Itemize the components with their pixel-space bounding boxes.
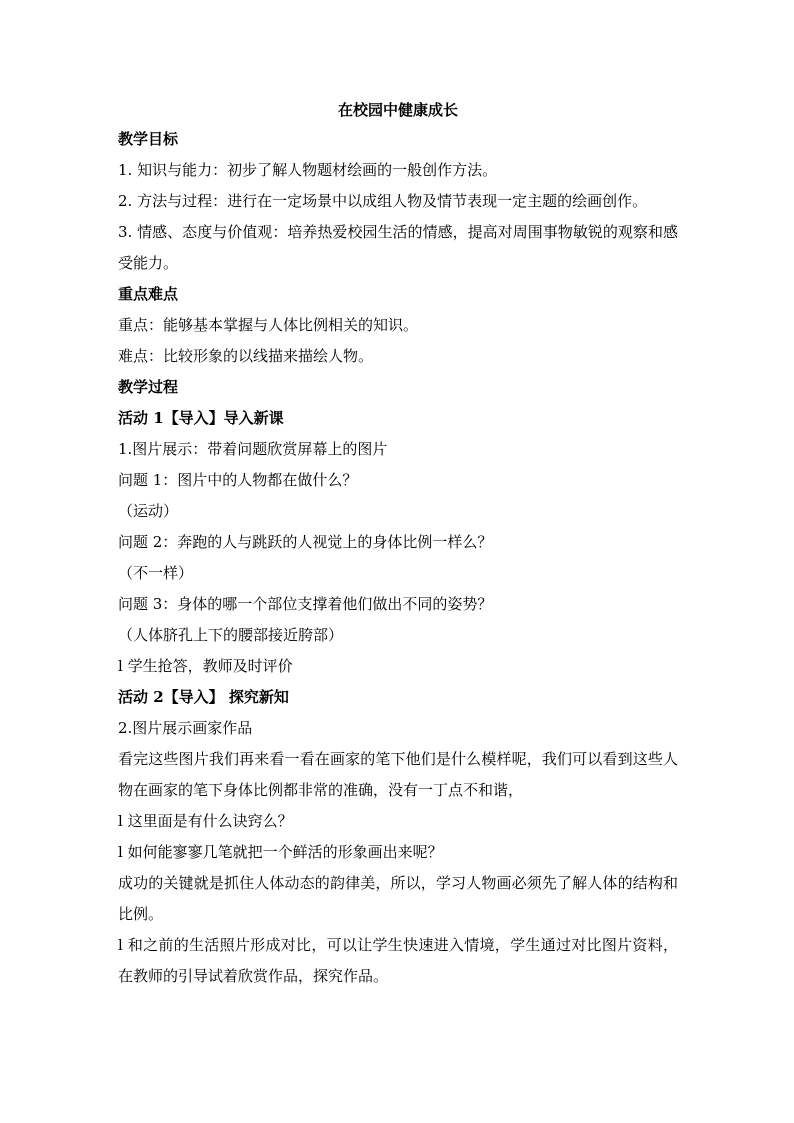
paragraph-line: 问题 3：身体的哪一个部位支撑着他们做出不同的姿势？: [118, 595, 493, 613]
document-title: 在校园中健康成长: [337, 101, 458, 119]
paragraph-line: （人体脐孔上下的腰部接近胯部）: [118, 626, 344, 644]
paragraph-line: 难点：比较形象的以线描来描绘人物。: [118, 347, 374, 365]
document-body: [118, 124, 678, 992]
paragraph-line: 1. 知识与能力：初步了解人物题材绘画的一般创作方法。: [118, 161, 498, 179]
paragraph-line: 2. 方法与过程：进行在一定场景中以成组人物及情节表现一定主题的绘画创作。: [118, 192, 648, 210]
paragraph-line: l 和之前的生活照片形成对比，可以让学生快速进入情境，学生通过对比图片资料，在教师的引导试着欣赏作品，探究作品。: [118, 936, 678, 985]
paragraph-line: 成功的关键就是抓住人体动态的韵律美，所以，学习人物画必须先了解人体的结构和比例。: [118, 874, 678, 923]
paragraph-line: 看完这些图片我们再来看一看在画家的笔下他们是什么模样呢，我们可以看到这些人物在画家的笔下身体比例都非常的准确，没有一丁点不和谐，: [118, 750, 678, 799]
paragraph-line: （不一样）: [118, 564, 194, 582]
section-heading: 教学过程: [118, 378, 179, 396]
paragraph-line: 问题 1：图片中的人物都在做什么？: [118, 471, 358, 489]
section-heading: 活动 1【导入】导入新课: [118, 409, 284, 427]
section-heading: 教学目标: [118, 130, 179, 148]
paragraph-line: 重点：能够基本掌握与人体比例相关的知识。: [118, 316, 419, 334]
paragraph-line: l 学生抢答，教师及时评价: [118, 657, 293, 675]
section-heading: 活动 2【导入】 探究新知: [118, 688, 289, 706]
document-page: [118, 100, 678, 992]
paragraph-line: （运动）: [118, 502, 179, 520]
paragraph-line: 问题 2：奔跑的人与跳跃的人视觉上的身体比例一样么？: [118, 533, 493, 551]
paragraph-line: l 这里面是有什么诀窍么？: [118, 812, 293, 830]
paragraph-line: l 如何能寥寥几笔就把一个鲜活的形象画出来呢？: [118, 843, 443, 861]
section-heading: 重点难点: [118, 285, 179, 303]
paragraph-line: 2.图片展示画家作品: [118, 719, 253, 737]
paragraph-line: 3. 情感、态度与价值观：培养热爱校园生活的情感，提高对周围事物敏锐的观察和感受能力。: [118, 223, 678, 272]
paragraph-line: 1.图片展示：带着问题欣赏屏幕上的图片: [118, 440, 388, 458]
